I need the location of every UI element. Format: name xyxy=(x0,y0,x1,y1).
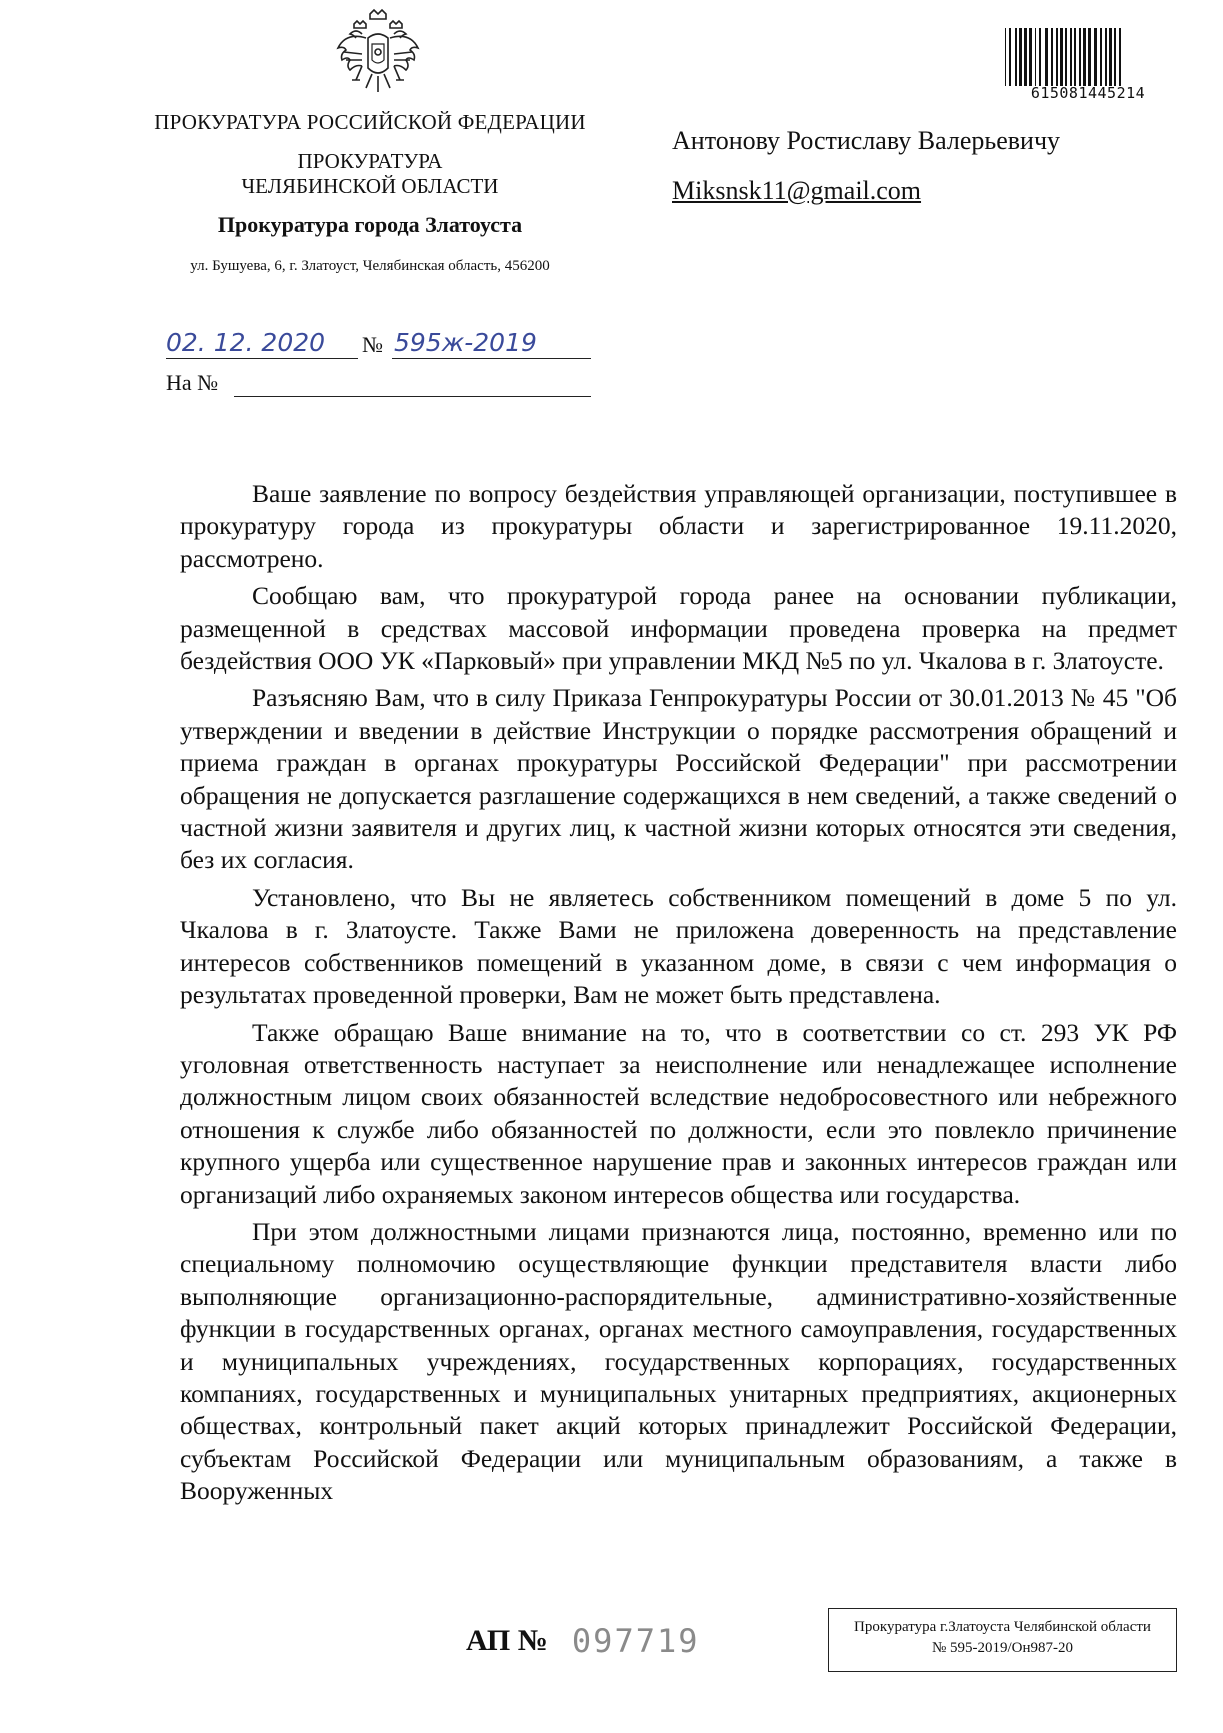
barcode-bar xyxy=(1105,28,1107,86)
recipient-email: Miksnsk11@gmail.com xyxy=(672,176,922,205)
barcode-bar xyxy=(1009,28,1011,86)
barcode-bar xyxy=(1019,28,1022,86)
registration-row xyxy=(166,330,591,360)
body-paragraph: Также обращаю Ваше внимание на то, что в соответствии со ст. 293 УК РФ уголовная ответственность наступает за неисполнение или ненадлежащее исполнение должностным лицом своих обязанностей вследствие недобросовестного или небрежного отношения к службе либо обязанностей по должности, если это повлекло причинение крупного ущерба или существенное нарушение прав и законных интересов граждан или организаций либо охраняемых законом интересов общества или государства. xyxy=(180,1017,1177,1209)
agency-name-regional xyxy=(150,149,590,199)
reply-reference-row xyxy=(166,370,591,400)
barcode-bar xyxy=(1094,28,1097,86)
barcode-bar xyxy=(1109,28,1112,86)
body-paragraph: Установлено, что Вы не являетесь собственником помещений в доме 5 по ул. Чкалова в г. Златоусте. Также Вами не приложена доверенность на представление интересов собственников помещений в указанном доме, в связи с чем информация о результатах проведенной проверки, Вам не может быть представлена. xyxy=(180,882,1177,1010)
body-paragraph: Разъясняю Вам, что в силу Приказа Генпрокуратуры России от 30.01.2013 № 45 "Об утверждении и введении в действие Инструкции о порядке рассмотрения обращений и приема граждан в органах прокуратуры Российской Федерации" при рассмотрении обращения не допускается разглашение содержащихся в нем сведений, а также сведений о частной жизни заявителя и других лиц, к частной жизни которых относятся эти сведения, без их согласия. xyxy=(180,683,1177,875)
barcode-bar xyxy=(1024,28,1027,86)
form-serial xyxy=(466,1622,700,1662)
form-serial-number: 097719 xyxy=(571,1622,700,1660)
agency-name-regional-line2: ЧЕЛЯБИНСКОЙ ОБЛАСТИ xyxy=(241,174,499,198)
barcode-bar xyxy=(1029,28,1032,86)
barcode-digits: 615081445214 xyxy=(1030,84,1146,102)
stamp-number: № 595-2019/Он987-20 xyxy=(931,1640,1074,1656)
barcode-bar xyxy=(1060,28,1063,86)
number-underline xyxy=(392,358,591,359)
barcode-bar xyxy=(1015,28,1017,86)
number-sign: № xyxy=(362,332,383,357)
agency-address: ул. Бушуева, 6, г. Златоуст, Челябинская область, 456200 xyxy=(190,258,550,274)
barcode-bar xyxy=(1083,28,1086,86)
stamp-office: Прокуратура г.Златоуста Челябинской области xyxy=(854,1619,1151,1635)
barcode-bar xyxy=(1039,28,1041,86)
barcode-icon xyxy=(1003,28,1173,86)
barcode-bar xyxy=(1005,28,1006,86)
barcode-bar xyxy=(1051,28,1053,86)
form-serial-label: АП № xyxy=(466,1624,548,1657)
body-paragraph: Сообщаю вам, что прокуратурой города ранее на основании публикации, размещенной в средствах массовой информации проведена проверка на предмет бездействия ООО УК «Парковый» при управлении МКД №5 по ул. Чкалова в г. Златоусте. xyxy=(180,581,1177,676)
recipient-name: Антонову Ростиславу Валерьевичу xyxy=(672,126,1061,155)
barcode-bar xyxy=(1056,28,1058,86)
barcode-bar xyxy=(1074,28,1076,86)
agency-name-federal: ПРОКУРАТУРА РОССИЙСКОЙ ФЕДЕРАЦИИ xyxy=(154,110,586,134)
body-paragraph: При этом должностными лицами признаются лица, постоянно, временно или по специальному полномочию осуществляющие функции представителя власти либо выполняющие организационно-распорядительные, административно-хозяйственные функции в государственных органах, органах местного самоуправления, государственных и муниципальных учреждениях, государственных корпорациях, государственных компаниях, государственных и муниципальных унитарных предприятиях, акционерных обществах, контрольный пакет акций которых принадлежит Российской Федерации, субъектам Российской Федерации или муниципальным образованиям, а также в Вооруженных xyxy=(180,1216,1177,1506)
date-underline xyxy=(166,358,358,359)
barcode-bar xyxy=(1079,28,1081,86)
registration-date: 02. 12. 2020 xyxy=(166,328,326,357)
barcode-bar xyxy=(1119,28,1121,86)
letter-body xyxy=(180,478,1177,1513)
barcode-bar xyxy=(1070,28,1072,86)
barcode-bar xyxy=(1114,28,1116,86)
barcode-bar xyxy=(1100,28,1102,86)
barcode-bar xyxy=(1045,28,1048,86)
barcode-bar xyxy=(1035,28,1036,86)
reply-reference-underline xyxy=(234,396,591,397)
reply-reference-label: На № xyxy=(166,370,219,395)
barcode-bar xyxy=(1088,28,1091,86)
registration-number: 595ж-2019 xyxy=(394,328,537,357)
agency-name-regional-line1: ПРОКУРАТУРА xyxy=(297,149,443,173)
barcode-bar xyxy=(1065,28,1067,86)
body-paragraph: Ваше заявление по вопросу бездействия управляющей организации, поступившее в прокуратуру города из прокуратуры области и зарегистрированное 19.11.2020, рассмотрено. xyxy=(180,479,1177,573)
agency-name-city: Прокуратура города Златоуста xyxy=(217,212,523,237)
registration-stamp xyxy=(828,1608,1177,1672)
emblem-icon xyxy=(332,8,424,96)
